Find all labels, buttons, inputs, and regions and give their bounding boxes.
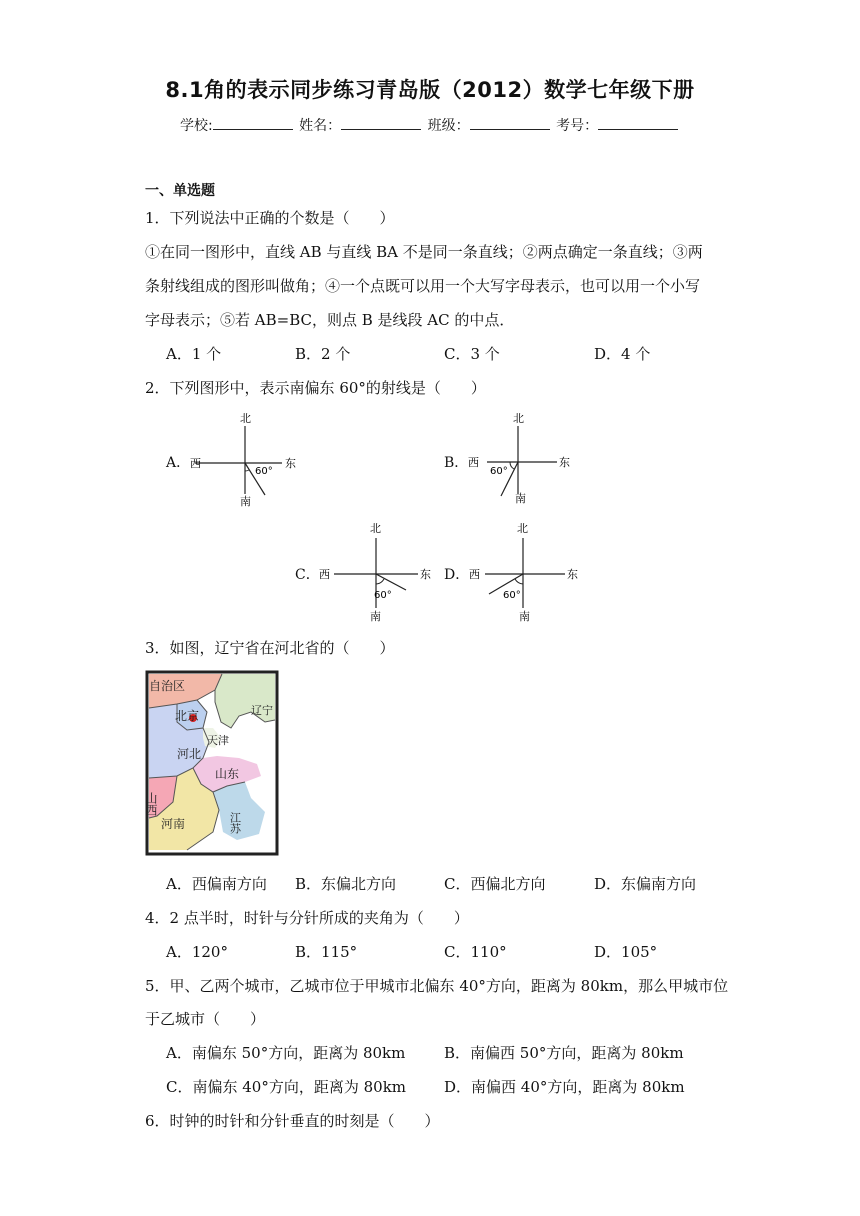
q4-stem: 4．2 点半时，时针与分针所成的夹角为（ ） <box>145 909 469 927</box>
south-label: 南 <box>519 610 530 623</box>
map-label-liaoning: 辽宁 <box>251 704 273 717</box>
map-label-shandong: 山东 <box>215 767 240 781</box>
q3-option-d[interactable]: D．东偏南方向 <box>594 875 697 893</box>
north-label: 北 <box>370 522 381 535</box>
name-blank <box>341 117 421 130</box>
north-label: 北 <box>513 412 524 425</box>
section-heading: 一、单选题 <box>145 183 215 199</box>
school-label: 学校: <box>180 118 213 134</box>
map-label-shanxi: 山西 <box>144 792 158 816</box>
q5-line-2: 于乙城市（ ） <box>145 1010 266 1028</box>
q2-option-b-compass[interactable] <box>463 408 588 508</box>
q1-option-b[interactable]: B．2 个 <box>295 345 351 363</box>
north-label: 北 <box>240 412 251 425</box>
q1-stem: 1．下列说法中正确的个数是（ ） <box>145 209 395 227</box>
school-blank <box>213 117 293 130</box>
q6-stem: 6．时钟的时针和分针垂直的时刻是（ ） <box>145 1112 440 1130</box>
q3-option-b[interactable]: B．东偏北方向 <box>295 875 397 893</box>
q5-option-b[interactable]: B．南偏西 50°方向，距离为 80km <box>444 1044 684 1062</box>
angle-label: 60° <box>374 590 392 601</box>
q1-line-3: 字母表示；⑤若 AB=BC，则点 B 是线段 AC 的中点． <box>145 311 515 329</box>
angle-label: 60° <box>255 466 273 477</box>
map-label-beijing: 北京 <box>175 709 200 723</box>
q2-option-a-compass[interactable] <box>185 408 310 508</box>
number-label: 考号： <box>556 118 599 134</box>
student-info <box>180 115 680 135</box>
q1-line-1: ①在同一图形中，直线 AB 与直线 BA 不是同一条直线；②两点确定一条直线；③两 <box>145 243 703 261</box>
q2-option-c-compass[interactable] <box>314 518 439 622</box>
q3-option-c[interactable]: C．西偏北方向 <box>444 875 546 893</box>
south-label: 南 <box>515 492 526 505</box>
q3-option-a[interactable]: A．西偏南方向 <box>166 875 267 893</box>
east-label: 东 <box>285 457 296 470</box>
q5-option-a[interactable]: A．南偏东 50°方向，距离为 80km <box>166 1044 406 1062</box>
angle-label: 60° <box>503 590 521 601</box>
q2-option-d-compass[interactable] <box>463 518 588 622</box>
east-label: 东 <box>559 456 570 469</box>
map-label-henan: 河南 <box>161 817 186 831</box>
page-title: 8.1角的表示同步练习青岛版（2012）数学七年级下册 <box>165 78 695 102</box>
q1-option-c[interactable]: C．3 个 <box>444 345 500 363</box>
q4-option-b[interactable]: B．115° <box>295 943 358 961</box>
q2-option-d-label[interactable]: D． <box>444 567 470 583</box>
angle-label: 60° <box>490 466 508 477</box>
q5-option-c[interactable]: C．南偏东 40°方向，距离为 80km <box>166 1078 407 1096</box>
west-label: 西 <box>468 456 479 469</box>
map-label-zizhiqu: 自治区 <box>149 679 186 693</box>
west-label: 西 <box>190 457 201 470</box>
q5-line-1: 5．甲、乙两个城市，乙城市位于甲城市北偏东 40°方向，距离为 80km，那么甲城市位 <box>145 977 729 995</box>
south-label: 南 <box>240 495 251 508</box>
west-label: 西 <box>319 568 330 581</box>
west-label: 西 <box>469 568 480 581</box>
q2-option-b-label[interactable]: B． <box>444 455 469 471</box>
name-label: 姓名： <box>299 118 342 134</box>
q1-line-2: 条射线组成的图形叫做角；④一个点既可以用一个大写字母表示，也可以用一个小写 <box>145 277 701 295</box>
q2-option-a-label[interactable]: A． <box>166 455 191 471</box>
q3-stem: 3．如图，辽宁省在河北省的（ ） <box>145 639 395 657</box>
q1-option-a[interactable]: A．1 个 <box>166 345 222 363</box>
q4-option-a[interactable]: A．120° <box>166 943 228 961</box>
q4-option-d[interactable]: D．105° <box>594 943 658 961</box>
map-label-hebei: 河北 <box>177 747 202 761</box>
class-label: 班级： <box>427 118 470 134</box>
q4-option-c[interactable]: C．110° <box>444 943 507 961</box>
q2-option-c-label[interactable]: C． <box>295 567 320 583</box>
number-blank <box>598 117 678 130</box>
east-label: 东 <box>567 568 578 581</box>
map-label-jiangsu: 江苏 <box>228 812 242 834</box>
class-blank <box>470 117 550 130</box>
map-label-tianjin: 天津 <box>207 734 229 747</box>
east-label: 东 <box>420 568 431 581</box>
q2-stem: 2．下列图形中，表示南偏东 60°的射线是（ ） <box>145 379 486 397</box>
south-label: 南 <box>370 610 381 623</box>
q3-map <box>144 672 277 854</box>
q5-option-d[interactable]: D．南偏西 40°方向，距离为 80km <box>444 1078 685 1096</box>
q1-option-d[interactable]: D．4 个 <box>594 345 651 363</box>
north-label: 北 <box>517 522 528 535</box>
